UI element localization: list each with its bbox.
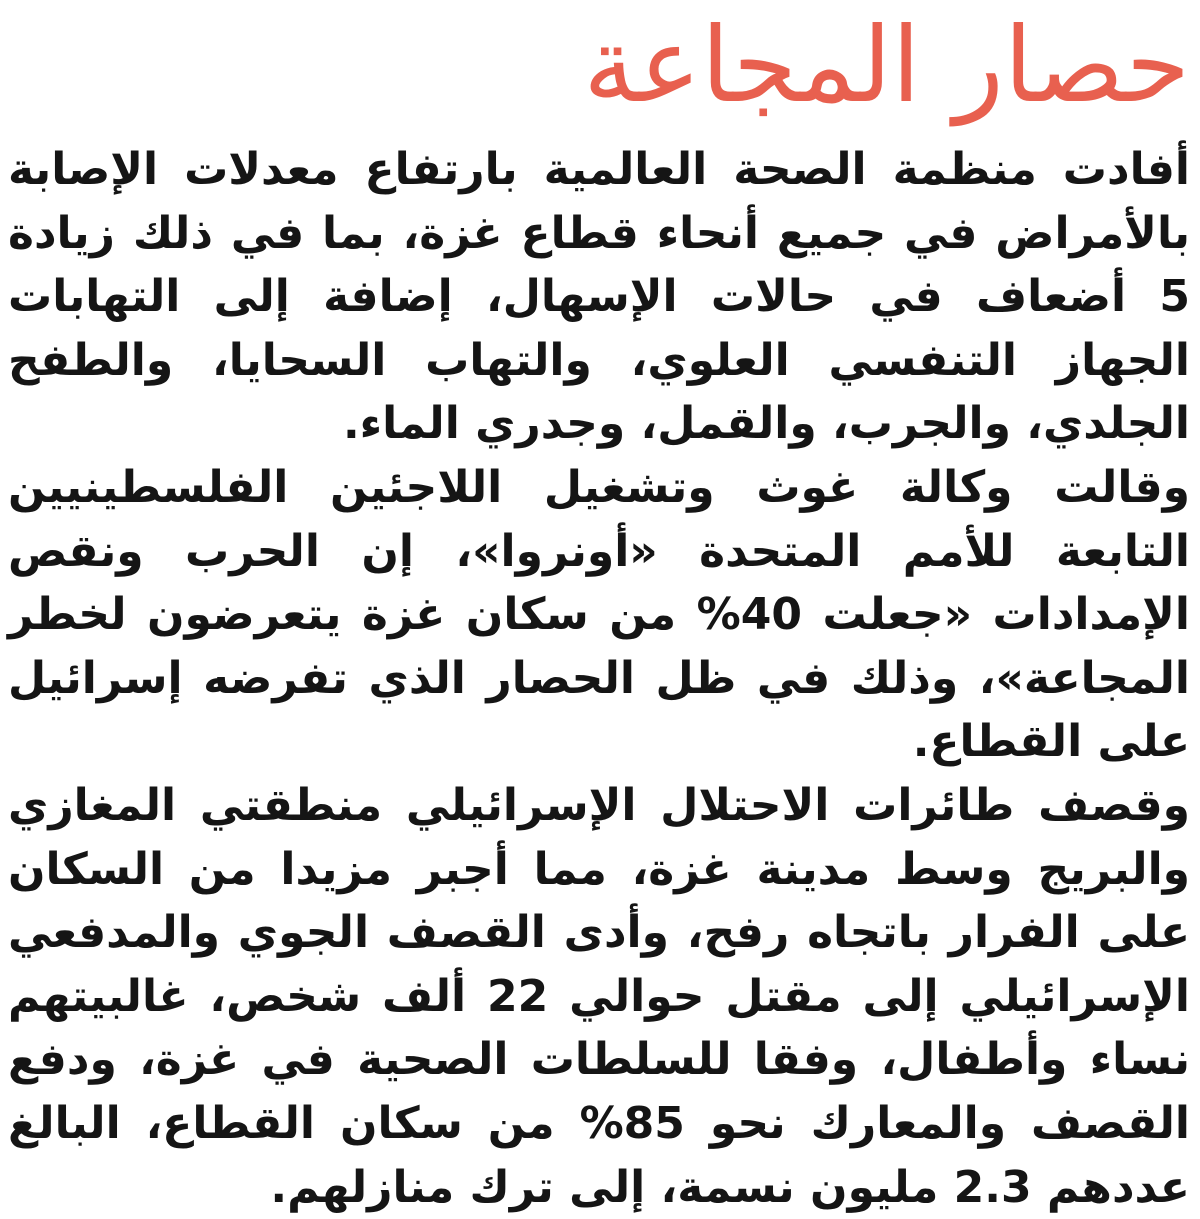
article-paragraph-1: أفادت منظمة الصحة العالمية بارتفاع معدلات الإصابة بالأمراض في جميع أنحاء قطاع غزة، بما في ذلك زيادة 5 أضعاف في حالات الإسهال، إضافة إلى التهابات الجهاز التنفسي العلوي، والتهاب السحايا، والطفح الجلدي، والجرب، والقمل، وجدري الماء.	[8, 144, 1190, 450]
article-headline: حصار المجاعة	[583, 4, 1190, 126]
news-article	[8, 0, 1191, 1213]
article-paragraph-2: وقالت وكالة غوث وتشغيل اللاجئين الفلسطينيين التابعة للأمم المتحدة «أونروا»، إن الحرب ونقص الإمدادات «جعلت 40% من سكان غزة يتعرضون لخطر المجاعة»، وذلك في ظل الحصار الذي تفرضه إسرائيل على القطاع.	[8, 461, 1191, 768]
article-body	[8, 138, 1190, 1219]
article-paragraph-3: وقصف طائرات الاحتلال الإسرائيلي منطقتي المغازي والبريج وسط مدينة غزة، مما أجبر مزيدا من السكان على الفرار باتجاه رفح، وأدى القصف الجوي والمدفعي الإسرائيلي إلى مقتل حوالي 22 ألف شخص، غالبيتهم نساء وأطفال، وفقا للسلطات الصحية في غزة، ودفع القصف والمعارك نحو 85% من سكان القطاع، البالغ عددهم 2.3 مليون نسمة، إلى ترك منازلهم.	[8, 779, 1191, 1213]
